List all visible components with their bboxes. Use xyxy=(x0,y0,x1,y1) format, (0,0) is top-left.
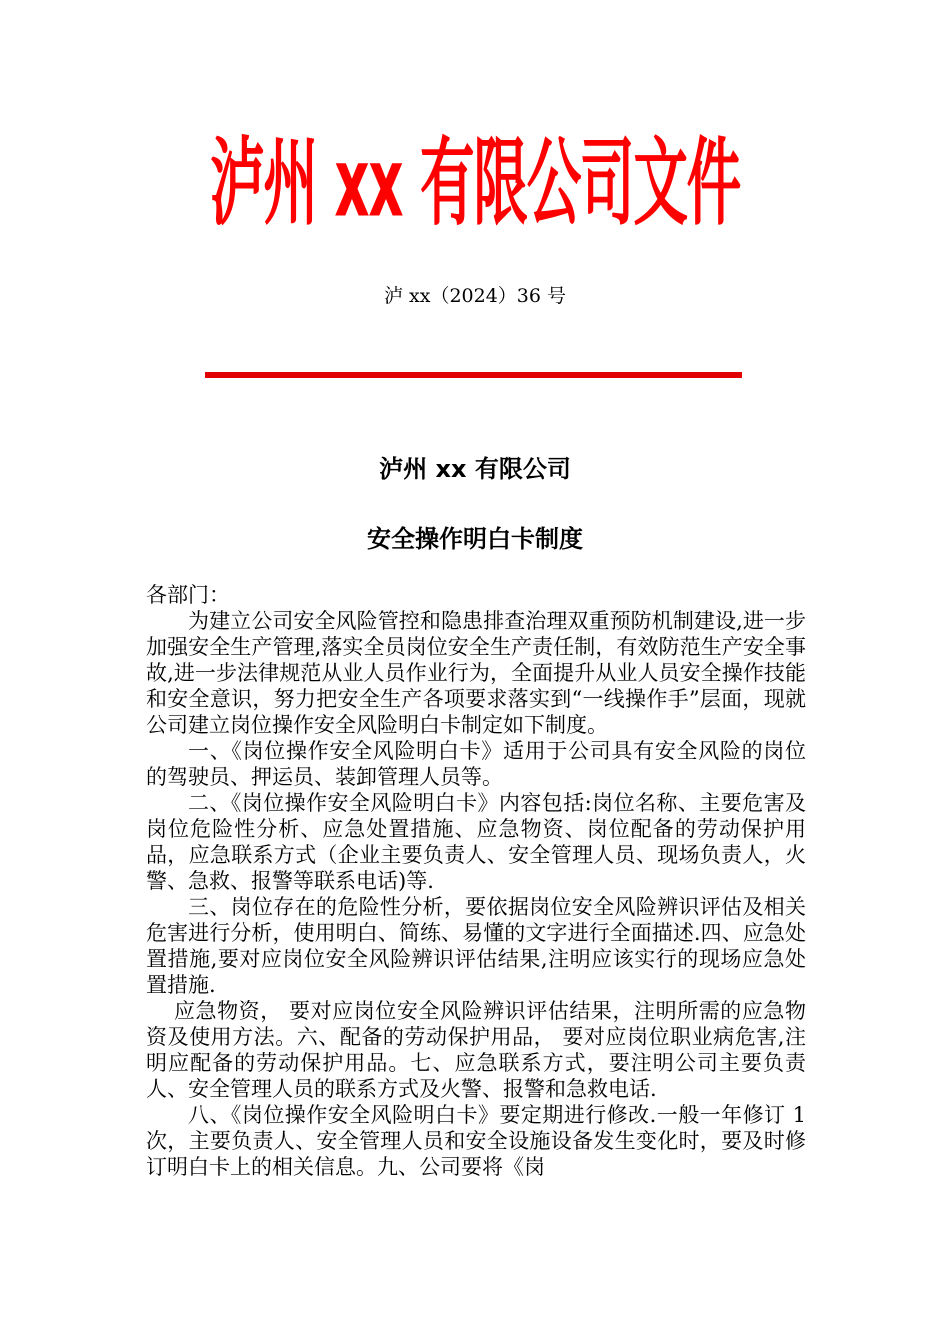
paragraph-1: 一、《岗位操作安全风险明白卡》适用于公司具有安全风险的岗位的驾驶员、押运员、装卸管理人员等。 xyxy=(146,739,806,789)
red-separator-line xyxy=(205,372,742,378)
document-body xyxy=(146,582,806,1180)
paragraph-2: 二、《岗位操作安全风险明白卡》内容包括:岗位名称、主要危害及岗位危险性分析、应急处置措施、应急物资、岗位配备的劳动保护用品，应急联系方式（企业主要负责人、安全管理人员、现场负责人，火警、急救、报警等联系电话)等. xyxy=(146,791,806,893)
salutation: 各部门： xyxy=(146,583,230,607)
document-title: 安全操作明白卡制度 xyxy=(367,525,583,553)
paragraph-8: 八、《岗位操作安全风险明白卡》要定期进行修改.一般一年修订 1 次，主要负责人、安全管理人员和安全设施设备发生变化时，要及时修订明白卡上的相关信息。九、公司要将《岗 xyxy=(146,1103,806,1179)
paragraph-intro: 为建立公司安全风险管控和隐患排查治理双重预防机制建设,进一步加强安全生产管理,落实全员岗位安全生产责任制，有效防范生产安全事故,进一步法律规范从业人员作业行为，全面提升从业人员安全操作技能和安全意识，努力把安全生产各项要求落实到“一线操作手”层面，现就公司建立岗位操作安全风险明白卡制定如下制度。 xyxy=(146,609,806,737)
paragraph-5: 应急物资， 要对应岗位安全风险辨识评估结果，注明所需的应急物资及使用方法。六、配备的劳动保护用品， 要对应岗位职业病危害,注明应配备的劳动保护用品。七、应急联系方式，要注明公司主要负责人、安全管理人员的联系方式及火警、报警和急救电话. xyxy=(146,999,806,1101)
document-number: 泸 xx（2024）36 号 xyxy=(383,285,567,307)
paragraph-3: 三、岗位存在的危险性分析，要依据岗位安全风险辨识评估及相关危害进行分析，使用明白、简练、易懂的文字进行全面描述.四、应急处置措施,要对应岗位安全风险辨识评估结果,注明应该实行的现场应急处置措施. xyxy=(146,895,806,997)
document-header-title: 泸州 xx 有限公司文件 xyxy=(210,126,740,239)
organization-title: 泸州 xx 有限公司 xyxy=(379,455,571,483)
